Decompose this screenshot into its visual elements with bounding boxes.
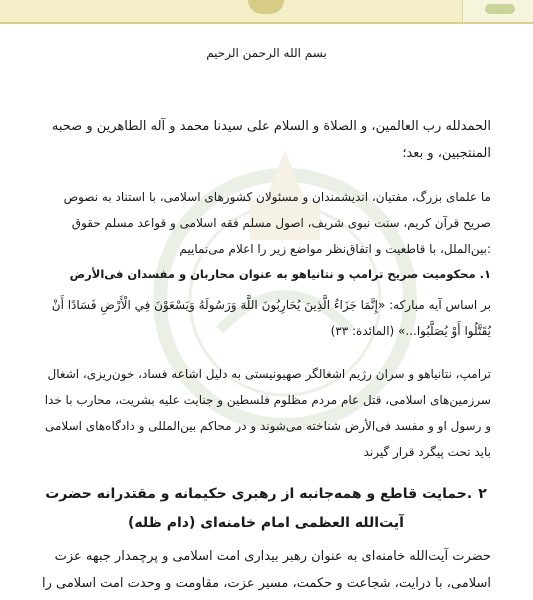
- intro-paragraph: الحمدلله رب العالمین، و الصلاة و السلام علی سیدنا محمد و آله الطاهرین و صحبه المنتجبین، و بعد؛: [51, 119, 491, 161]
- section2-heading-text: .حمایت قاطع و همه‌جانبه از رهبری حکیمانه و مقتدرانه حضرت آیت‌الله العظمی امام خامنه‌ای (دام ظله): [45, 486, 473, 531]
- section2-heading: [21, 480, 511, 538]
- section2-number: ۲: [478, 486, 487, 502]
- section1-body: ترامپ، نتانیاهو و سران رژیم اشغالگر صهیونیستی به دلیل اشاعه فساد، خون‌ریزی، اشغال سرزمین‌های اسلامی، قتل عام مردم مظلوم فلسطین و جنایت علیه بشریت، محارب با خدا و رسول او و مفسد فی‌الأرض شناخته می‌شوند و در محاکم بین‌المللی و دادگاه‌های اسلامی باید تحت پیگرد قرار گیرند: [44, 367, 491, 459]
- section2-body: حضرت آیت‌الله خامنه‌ای به عنوان رهبر بیداری امت اسلامی و پرچمدار جبهه عزت اسلامی، با درایت، شجاعت و حکمت، مسیر عزت، مقاومت و وحدت امت اسلامی را: [41, 549, 491, 591]
- basmala: بسم الله الرحمن الرحیم: [206, 46, 327, 60]
- section1-heading: ۱. محکومیت صریح ترامپ و نتانیاهو به عنوان محاربان و مفسدان فی‌الأرض: [69, 267, 491, 281]
- statement-paragraph: ما علمای بزرگ، مفتیان، اندیشمندان و مسئولان کشورهای اسلامی، با استناد به نصوص صریح قرآن کریم، سنت نبوی شریف، اصول مسلم فقه اسلامی و قواعد مسلم حقوق :بین‌الملل، با قاطعیت و اتفاق‌نظر مواضع زیر را اعلام می‌نماییم: [63, 190, 491, 256]
- section1-verse: بر اساس آیه مبارکه: «إِنَّمَا جَزَاءُ الَّذِينَ يُحَارِبُونَ اللَّهَ وَرَسُولَهُ وَيَسْعَوْنَ فِي الْأَرْضِ فَسَادًا أَنْ يُقَتَّلُوا أَوْ يُصَلَّبُوا...» (المائدة: ۳۳): [51, 298, 491, 338]
